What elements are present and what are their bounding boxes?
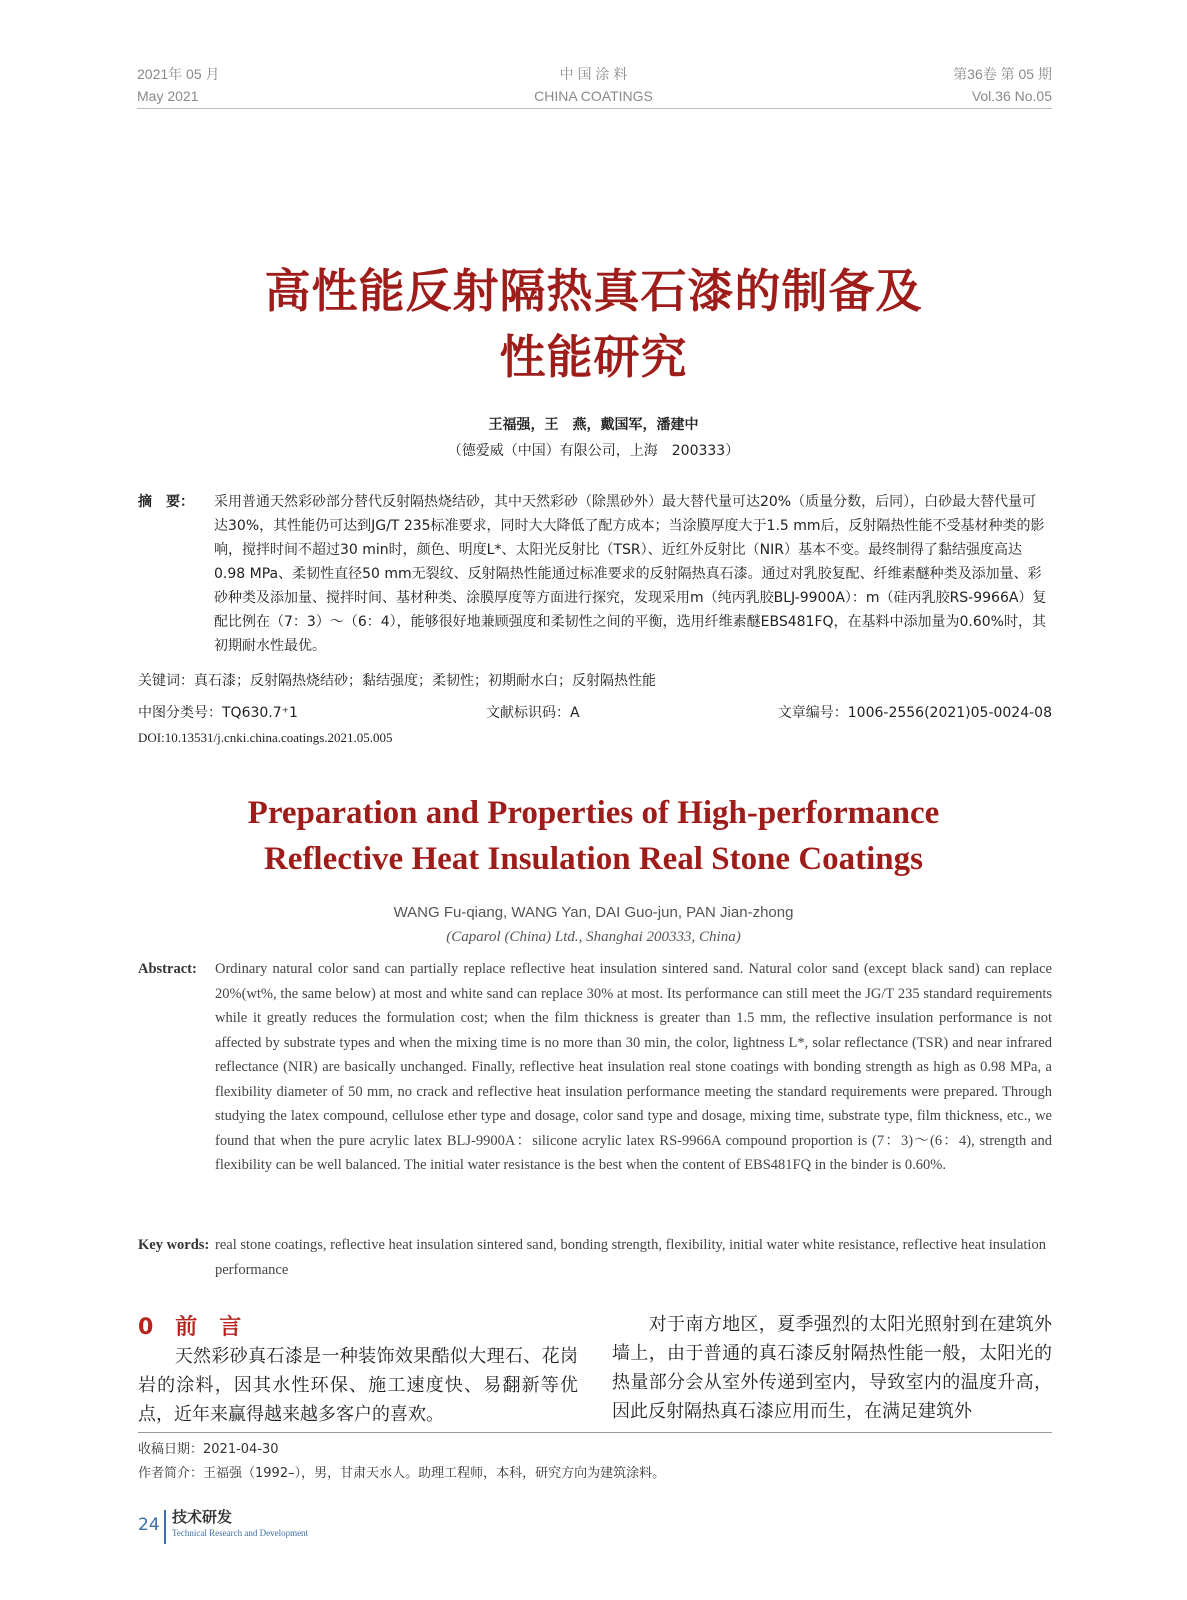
title-cn-line: 性能研究 [499,330,688,384]
abstract-en-text: Ordinary natural color sand can partially replace reflective heat insulation sintered sand. Natural color sand (except black sand) can replace 20%(wt%, the same below) at most and white sand can replace 30% at most. Its performance can still meet the JG/T 235 standard requirements while it greatly reduces the formulation cost; when the film thickness is greater than 1.5 mm, the reflective insulation performance is not affected by substrate types and when the mixing time is no more than 30 min, the color, lightness L*, solar reflectance (TSR) and near infrared reflectance (NIR) are basically unchanged. Finally, reflective heat insulation real stone coatings with bonding strength as high as 0.98 MPa, a flexibility diameter of 50 mm, no crack and reflective heat insulation performance meeting the standard requirements were prepared. Through studying the latex compound, cellulose ether type and dosage, color sand type and dosage, mixing time, substrate type, film thickness, etc., we found that when the pure acrylic latex BLJ-9900A：silicone acrylic latex RS-9966A compound proportion is (7：3)～(6：4), strength and flexibility can be well balanced. The initial water resistance is the best when the content of EBS481FQ in the binder is 0.60%. [215,961,1052,1173]
abstract-cn-text: 采用普通天然彩砂部分替代反射隔热烧结砂，其中天然彩砂（除黑砂外）最大替代量可达20%（质量分数，后同），白砂最大替代量可达30%，其性能仍可达到JG/T 235标准要求，同时大大降低了配方成本；当涂膜厚度大于1.5 mm后，反射隔热性能不受基材种类的影响，搅拌时间不超过30 min时，颜色、明度L*、太阳光反射比（TSR）、近红外反射比（NIR）基本不变。最终制得了黏结强度高达0.98 MPa、柔韧性直径50 mm无裂纹、反射隔热性能通过标准要求的反射隔热真石漆。通过对乳胶复配、纤维素醚种类及添加量、彩砂种类及添加量、搅拌时间、基材种类、涂膜厚度等方面进行探究，发现采用m（纯丙乳胶BLJ-9900A）：m（硅丙乳胶RS-9966A）复配比例在（7：3）～（6：4），能够很好地兼顾强度和柔韧性之间的平衡，选用纤维素醚EBS481FQ，在基料中添加量为0.60%时，其初期耐水性最优。 [214,494,1047,654]
abstract-en-label: Abstract: [138,961,197,977]
affiliation-en: (Caparol (China) Ltd., Shanghai 200333, China) [446,929,741,945]
header-divider [137,108,1052,109]
title-cn-line: 高性能反射隔热真石漆的制备及 [264,264,923,318]
footnote [138,1438,665,1486]
affiliation-cn: （德爱威（中国）有限公司，上海 200333） [447,443,740,459]
body-column-left: 天然彩砂真石漆是一种装饰效果酷似大理石、花岗岩的涂料，因其水性环保、施工速度快、易翻新等优点，近年来赢得越来越多客户的喜欢。 [138,1346,578,1425]
date-en: May 2021 [137,88,199,104]
keywords-en-label: Key words: [138,1237,210,1253]
authors-block-en [0,900,1187,950]
keywords-cn: 关键词：真石漆；反射隔热烧结砂；黏结强度；柔韧性；初期耐水白；反射隔热性能 [138,673,656,689]
footer-section-cn: 技术研发 [172,1508,233,1526]
title-en-line: Reflective Heat Insulation Real Stone Coatings [263,841,924,877]
authors-block-cn [0,412,1187,464]
journal-cn: 中 国 涂 料 [559,66,628,82]
abstract-cn-label: 摘 要： [138,494,194,510]
article-number: 文章编号：1006-2556(2021)05-0024-08 [777,705,1052,721]
keywords-en-text: real stone coatings, reflective heat insulation sintered sand, bonding strength, flexibility, initial water white resistance, reflective heat insulation performance [215,1237,1046,1278]
author-bio: 作者简介：王福强（1992–），男，甘肃天水人。助理工程师，本科，研究方向为建筑涂料。 [138,1466,666,1481]
received-date: 收稿日期：2021-04-30 [138,1442,279,1457]
title-en-line: Preparation and Properties of High-performance [247,795,940,831]
abstract-en [138,957,1052,1178]
footer-section-en: Technical Research and Development [172,1528,309,1538]
issue-en: Vol.36 No.05 [971,88,1052,104]
abstract-cn [138,490,1050,658]
title-en [0,790,1187,882]
keywords-en [138,1233,1052,1282]
journal-en: CHINA COATINGS [534,88,653,104]
authors-en: WANG Fu-qiang, WANG Yan, DAI Guo-jun, PAN Jian-zhong [393,904,794,921]
date-cn: 2021年 05 月 [137,66,220,82]
doi: DOI:10.13531/j.cnki.china.coatings.2021.05.005 [138,730,393,745]
document-code: 文献标识码：A [486,705,580,721]
title-cn [0,258,1187,390]
section-heading-introduction: 0 前 言 [138,1315,242,1340]
body-column-right: 对于南方地区，夏季强烈的太阳光照射到在建筑外墙上，由于普通的真石漆反射隔热性能一般，太阳光的热量部分会从室外传递到室内，导致室内的温度升高，因此反射隔热真石漆应用而生，在满足建筑外 [612,1314,1052,1422]
clc-number: 中图分类号：TQ630.7⁺1 [138,705,298,721]
footnote-divider [138,1432,1052,1433]
page-number: 24 [138,1515,160,1535]
authors-cn: 王福强，王 燕，戴国军，潘建中 [488,417,699,433]
footer-divider [164,1510,166,1544]
issue-cn: 第36卷 第 05 期 [953,66,1052,82]
header-issue [953,63,1052,107]
